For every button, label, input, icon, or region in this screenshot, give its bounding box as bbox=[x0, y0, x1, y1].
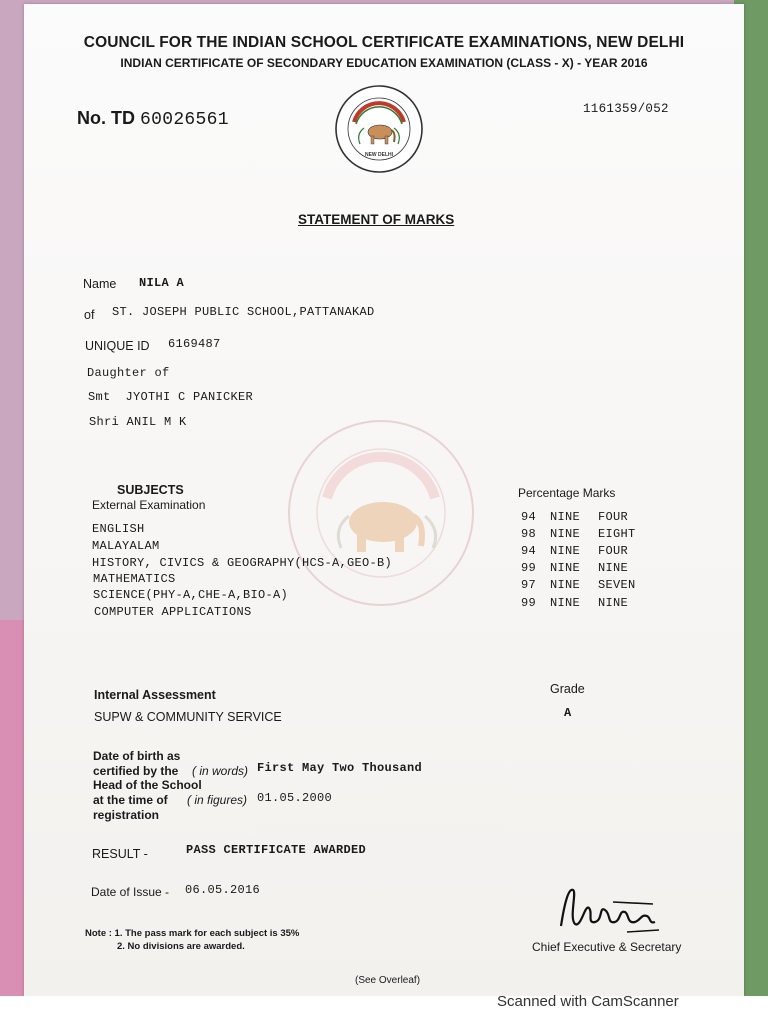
name-label: Name bbox=[83, 277, 117, 291]
percentage-marks-heading: Percentage Marks bbox=[518, 486, 616, 500]
marks-value: 94 bbox=[521, 544, 537, 558]
result-value: PASS CERTIFICATE AWARDED bbox=[186, 843, 367, 857]
reference-number: 1161359/052 bbox=[583, 102, 669, 116]
supw-grade: A bbox=[564, 706, 572, 720]
see-overleaf: (See Overleaf) bbox=[355, 975, 421, 986]
marks-row bbox=[521, 596, 628, 610]
of-label: of bbox=[84, 308, 95, 322]
daughter-of-label: Daughter of bbox=[87, 366, 170, 380]
marks-words-units: EIGHT bbox=[598, 527, 636, 541]
issue-date-label: Date of Issue - bbox=[91, 885, 170, 899]
dob-in-words-label: ( in words) bbox=[192, 764, 249, 778]
subject-name: MATHEMATICS bbox=[93, 572, 176, 586]
grade-heading: Grade bbox=[550, 682, 585, 696]
signatory-title: Chief Executive & Secretary bbox=[532, 940, 682, 954]
note-line-1: Note : 1. The pass mark for each subject is 35% bbox=[85, 928, 300, 939]
mother-line bbox=[88, 390, 253, 404]
marks-words-units: NINE bbox=[598, 561, 629, 575]
dob-in-figures-label: ( in figures) bbox=[187, 793, 248, 807]
mother-name: JYOTHI C PANICKER bbox=[125, 390, 254, 404]
marks-value: 94 bbox=[521, 510, 537, 524]
dob-label-line4: at the time of bbox=[93, 793, 168, 807]
council-seal-icon bbox=[334, 84, 424, 174]
marks-words-tens: NINE bbox=[550, 527, 581, 541]
supw-subject: SUPW & COMMUNITY SERVICE bbox=[94, 710, 282, 724]
marks-words-units: NINE bbox=[598, 596, 629, 610]
marks-words-tens: NINE bbox=[550, 510, 581, 524]
marks-value: 98 bbox=[521, 527, 537, 541]
dob-label-line2: certified by the bbox=[93, 764, 179, 778]
dob-in-words: First May Two Thousand bbox=[257, 761, 423, 775]
marks-row bbox=[521, 561, 628, 575]
marks-row bbox=[521, 544, 628, 558]
internal-assessment-heading: Internal Assessment bbox=[94, 688, 216, 702]
dob-in-figures: 01.05.2000 bbox=[257, 791, 333, 805]
scanner-watermark-text: Scanned with CamScanner bbox=[497, 993, 679, 1010]
father-name: ANIL M K bbox=[126, 415, 187, 429]
subject-name: COMPUTER APPLICATIONS bbox=[94, 605, 252, 619]
marks-words-tens: NINE bbox=[550, 596, 581, 610]
result-label: RESULT - bbox=[92, 847, 148, 861]
certificate-number-value: 60026561 bbox=[140, 110, 229, 130]
marks-words-units: FOUR bbox=[598, 544, 629, 558]
marks-words-units: FOUR bbox=[598, 510, 629, 524]
marks-words-units: SEVEN bbox=[598, 578, 636, 592]
father-prefix: Shri bbox=[89, 415, 120, 429]
note-line-2: 2. No divisions are awarded. bbox=[117, 941, 245, 952]
marks-value: 97 bbox=[521, 578, 537, 592]
dob-label-line1: Date of birth as bbox=[93, 749, 181, 763]
exam-subtitle: INDIAN CERTIFICATE OF SECONDARY EDUCATION EXAMINATION (CLASS - X) - YEAR 2016 bbox=[120, 56, 648, 70]
mother-prefix: Smt bbox=[88, 390, 111, 404]
subject-name: ENGLISH bbox=[92, 522, 145, 536]
marks-words-tens: NINE bbox=[550, 544, 581, 558]
document-title: STATEMENT OF MARKS bbox=[298, 212, 455, 227]
marks-words-tens: NINE bbox=[550, 578, 581, 592]
watermark-seal-icon bbox=[283, 418, 479, 608]
father-line bbox=[89, 415, 187, 429]
marks-words-tens: NINE bbox=[550, 561, 581, 575]
subjects-heading: SUBJECTS bbox=[117, 483, 184, 497]
school-name: ST. JOSEPH PUBLIC SCHOOL,PATTANAKAD bbox=[112, 305, 375, 319]
marks-row bbox=[521, 527, 636, 541]
subject-name: HISTORY, CIVICS & GEOGRAPHY(HCS-A,GEO-B) bbox=[92, 556, 393, 570]
external-exam-label: External Examination bbox=[92, 498, 206, 512]
marks-row bbox=[521, 510, 628, 524]
student-name: NILA A bbox=[139, 276, 185, 290]
marks-row bbox=[521, 578, 636, 592]
marks-value: 99 bbox=[521, 596, 537, 610]
certificate-number-label: No. TD bbox=[77, 108, 135, 128]
dob-label-line5: registration bbox=[93, 808, 160, 822]
certificate-number bbox=[77, 108, 229, 130]
subject-name: SCIENCE(PHY-A,CHE-A,BIO-A) bbox=[93, 588, 289, 602]
seal-caption: NEW DELHI bbox=[364, 152, 394, 158]
unique-id-value: 6169487 bbox=[168, 337, 221, 351]
marks-value: 99 bbox=[521, 561, 537, 575]
signature-icon bbox=[555, 880, 665, 938]
council-title: COUNCIL FOR THE INDIAN SCHOOL CERTIFICATE EXAMINATIONS, NEW DELHI bbox=[83, 34, 685, 51]
issue-date-value: 06.05.2016 bbox=[185, 883, 261, 897]
subject-name: MALAYALAM bbox=[92, 539, 160, 553]
unique-id-label: UNIQUE ID bbox=[85, 339, 150, 353]
dob-label-line3: Head of the School bbox=[93, 778, 202, 792]
